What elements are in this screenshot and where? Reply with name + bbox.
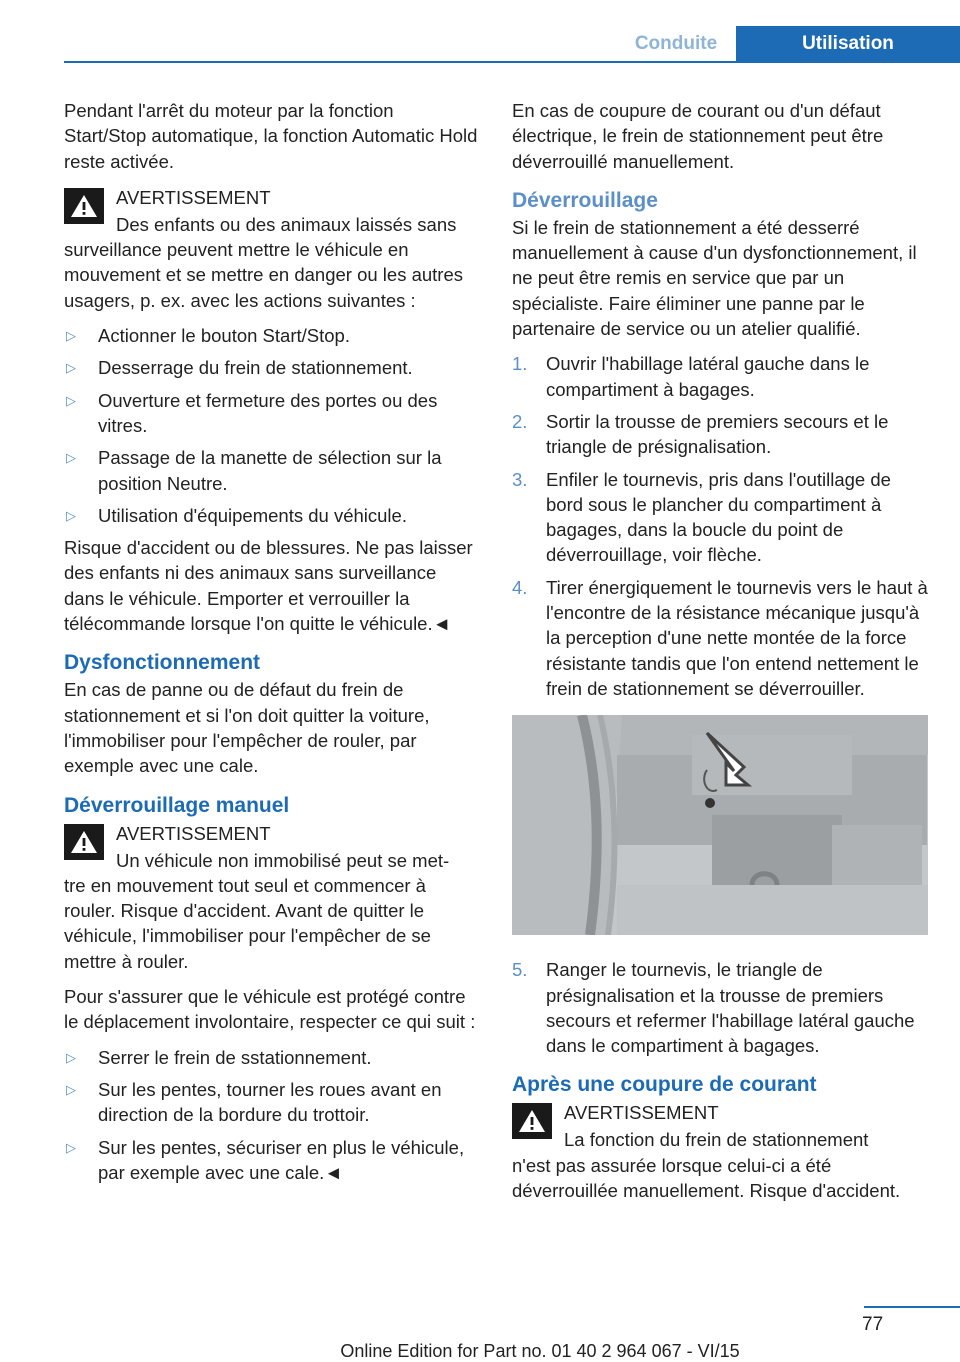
list-item: ▷ Serrer le frein de sstationnement.: [64, 1045, 478, 1070]
triangle-bullet-icon: ▷: [66, 507, 76, 523]
triangle-bullet-icon: ▷: [66, 450, 76, 466]
section-heading-dysfunction: Dysfonctionnement: [64, 651, 261, 675]
triangle-bullet-icon: ▷: [66, 1139, 76, 1155]
warning-block: [64, 820, 478, 974]
tab-utilisation[interactable]: Utilisation: [736, 26, 960, 62]
warning-block: [512, 1099, 928, 1203]
warning-title: AVERTISSEMENT: [564, 1102, 719, 1124]
intro-paragraph: Pendant l'arrêt du moteur par la fonction Start/Stop automatique, la fonction Automatic Hold reste activée.: [64, 100, 478, 172]
steps-list-continued: [512, 957, 928, 1058]
header-rule: [64, 61, 960, 63]
triangle-bullet-icon: ▷: [66, 328, 76, 344]
header-tabs: [616, 26, 960, 62]
warning-triangle-icon: [64, 188, 104, 224]
section-heading-manual-unlock: Déverrouillage manuel: [64, 793, 290, 817]
warning-text: tre en mouvement tout seul et commencer à rouler. Risque d'accident. Avant de quitter le véhicule, l'immobiliser pour l'empêcher de se mettre à rouler.: [64, 874, 431, 972]
warning-text-first: Des enfants ou des animaux laissés sans: [116, 213, 457, 235]
list-item: ▷ Sur les pentes, tourner les roues avant en direction de la bordure du trottoir.: [66, 1078, 442, 1126]
tab-conduite[interactable]: Conduite: [616, 26, 736, 62]
protect-list: [64, 1045, 478, 1185]
steps-list: [512, 351, 928, 701]
page-number: 77: [862, 1314, 884, 1335]
protect-paragraph: Pour s'assurer que le véhicule est protégé contre le déplacement involontaire, respecter ce qui suit :: [64, 986, 476, 1033]
warning-text: n'est pas assurée lorsque celui-ci a été déverrouillée manuellement. Risque d'accident.: [512, 1154, 901, 1202]
warning-block: [64, 184, 478, 313]
trunk-photo: [512, 715, 928, 935]
warning-text: surveillance peuvent mettre le véhicule en mouvement et se mettre en danger ou les autres usagers, p. ex. avec les actions suivantes :: [64, 239, 463, 311]
section-heading-unlock: Déverrouillage: [512, 188, 658, 212]
list-item: 3. Enfiler le tournevis, pris dans l'outillage de bord sous le plancher du compartiment à bagages, dans la boucle du point de déverrouillage, voir flèche.: [512, 468, 891, 566]
warning-title: AVERTISSEMENT: [116, 822, 271, 844]
triangle-bullet-icon: ▷: [66, 1049, 76, 1065]
triangle-bullet-icon: ▷: [66, 360, 76, 376]
dysfunction-paragraph: En cas de panne ou de défaut du frein de stationnement et si l'on doit quitter la voiture, l'immobiliser pour l'empêcher de rouler, par exemple avec une cale.: [64, 679, 430, 777]
list-item: 4. Tirer énergiquement le tournevis vers le haut à l'encontre de la résistance mécanique jusqu'à la perception d'une nette montée de la force résistante tandis que l'on entend nettement le frein de stationnement se déverrouiller.: [512, 576, 928, 699]
list-item: ▷ Ouverture et fermeture des portes ou des vitres.: [66, 389, 438, 436]
list-item: ▷ Utilisation d'équipements du véhicule.: [64, 503, 478, 528]
warning-triangle-icon: [512, 1103, 552, 1139]
section-heading-after-outage: Après une coupure de courant: [512, 1073, 817, 1097]
warning-triangle-icon: [64, 824, 104, 860]
right-column: [512, 98, 928, 1213]
list-item: 5. Ranger le tournevis, le triangle de présignalisation et la trousse de premiers secours et refermer l'habillage latéral gauche dans le compartiment à bagages.: [512, 959, 915, 1057]
list-item: 2. Sortir la trousse de premiers secours et le triangle de présignalisation.: [512, 410, 889, 458]
list-item: ▷ Actionner le bouton Start/Stop.: [64, 323, 478, 348]
footer-rule: [864, 1306, 960, 1308]
triangle-bullet-icon: ▷: [66, 392, 76, 408]
list-item: 1. Ouvrir l'habillage latéral gauche dans le compartiment à bagages.: [512, 353, 870, 400]
list-item: ▷ Passage de la manette de sélection sur la position Neutre.: [66, 447, 442, 494]
list-item: ▷ Sur les pentes, sécuriser en plus le véhicule, par exemple avec une cale.◄: [66, 1136, 465, 1183]
warning-text-first: Un véhicule non immobilisé peut se met-: [116, 849, 450, 871]
unlock-paragraph: Si le frein de stationnement a été desserré manuellement à cause d'un dysfonctionnement, il ne peut être remis en service que par un spécialiste. Faire éliminer une panne par le partenaire de service ou un atelier qualifié.: [512, 216, 917, 340]
left-column: [64, 98, 478, 1192]
intro-paragraph: En cas de coupure de courant ou d'un défaut électrique, le frein de stationnement peut être déverrouillé manuellement.: [512, 100, 884, 172]
warning-title: AVERTISSEMENT: [116, 186, 271, 208]
warning-text-first: La fonction du frein de stationnement: [564, 1129, 869, 1151]
list-item: ▷ Desserrage du frein de stationnement.: [64, 355, 478, 380]
risk-paragraph: Risque d'accident ou de blessures. Ne pas laisser des enfants ni des animaux sans surveillance dans le véhicule. Emporter et verrouiller la télécommande lorsque l'on quitte le véhicule.◄: [64, 537, 473, 635]
action-list: [64, 323, 478, 528]
triangle-bullet-icon: ▷: [66, 1081, 76, 1097]
footer-edition: Online Edition for Part no. 01 40 2 964 067 - VI/15: [340, 1341, 740, 1361]
